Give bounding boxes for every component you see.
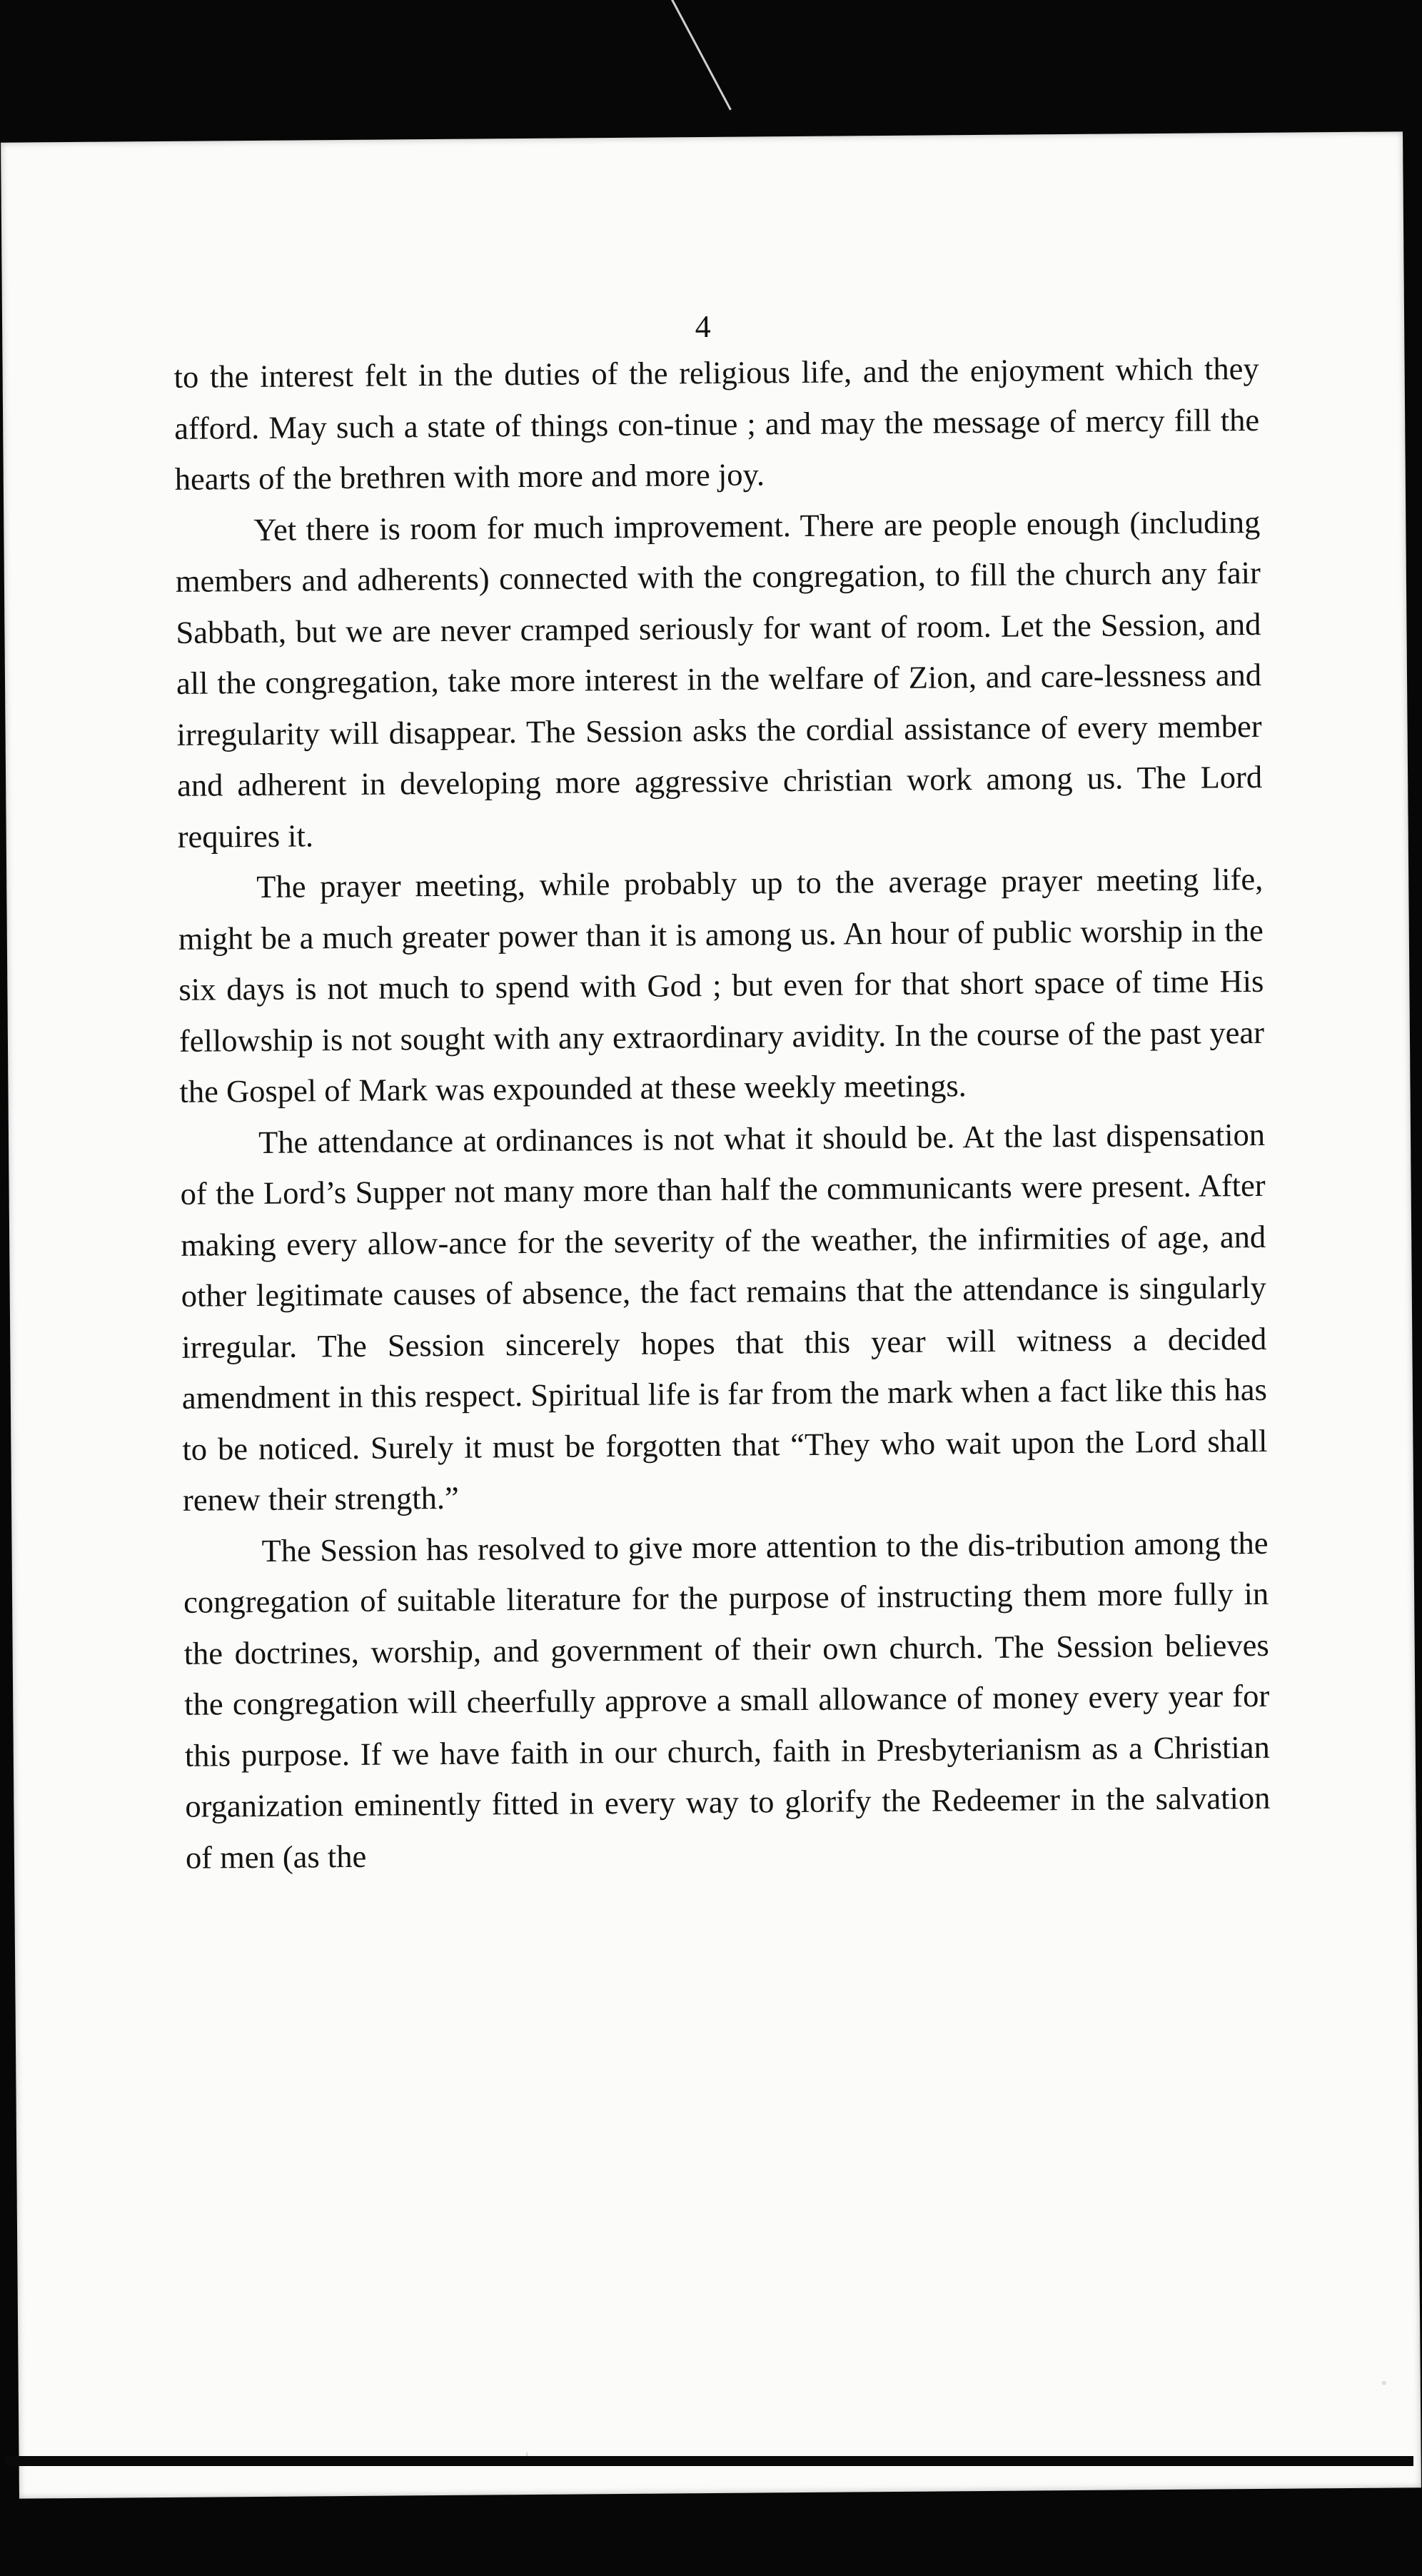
paragraph-3: The prayer meeting, while probably up to the average prayer meeting life, might be a much greater power than it is among us. An hour of public worship in the six days is not much to spend with God ; but even for that short space of time His fellowship is not sought with any extraordinary avidity. In the course of the past year the Gospel of Mark was expounded at these weekly meetings. — [178, 860, 1265, 1110]
page-bottom-edge — [6, 2456, 1413, 2466]
paragraph-4: The attendance at ordinances is not what it should be. At the last dispensation of the Lord’s Supper not many more than half the communicants were present. After making every allow-ance for the severity of the weather, the infirmities of age, and other legitimate causes of absence, the fact remains that the attendance is singularly irregular. The Session sincerely hopes that this year will witness a decided amendment in this respect. Spiritual life is far from the mark when a fact like this has to be noticed. Surely it must be forgotten that “They who wait upon the Lord shall renew their strength.” — [180, 1116, 1268, 1518]
page-number: 4 — [695, 308, 712, 345]
paragraph-5: The Session has resolved to give more attention to the dis-tribution among the congregation of suitable literature for the purpose of instructing them more fully in the doctrines, worship, and government of their own church. The Session believes the congregation will cheerfully approve a small allowance of money every year for this purpose. If we have faith in our church, faith in Presbyterianism as a Christian organization eminently fitted in every way to glorify the Redeemer in the salvation of men (as the — [183, 1524, 1271, 1876]
body-text — [173, 343, 1271, 1883]
paragraph-1: to the interest felt in the duties of the religious life, and the enjoyment which they afford. May such a state of things con-tinue ; and may the message of mercy fill the hearts of the brethren with more and more joy. — [173, 350, 1260, 497]
paragraph-2: Yet there is room for much improvement. There are people enough (including members and adherents) connected with the congregation, to fill the church any fair Sabbath, but we are never cramped seriously for want of room. Let the Session, and all the congregation, take more interest in the welfare of Zion, and care-lessness and irregularity will disappear. The Session asks the cordial assistance of every member and adherent in developing more aggressive christian work among us. The Lord requires it. — [175, 503, 1263, 855]
paper-speck — [1382, 2381, 1386, 2385]
document-page — [1, 131, 1421, 2498]
paper-crease — [671, 0, 732, 111]
